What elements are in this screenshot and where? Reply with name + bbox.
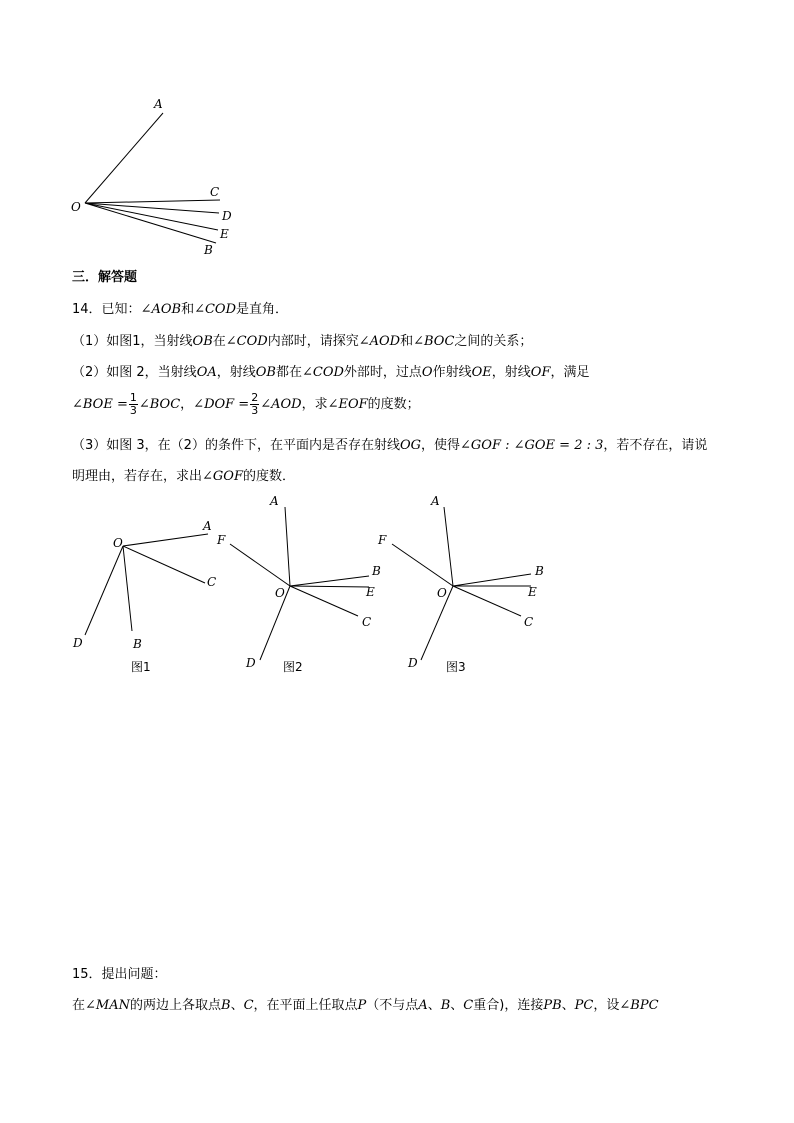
text: （不与点 — [366, 998, 419, 1013]
fig2-label-f: F — [217, 533, 226, 547]
ray-ob — [85, 203, 216, 243]
text: 的两边上各取点 — [129, 998, 221, 1013]
text: ，满足 — [550, 365, 590, 380]
math-pc: PC — [574, 998, 594, 1013]
fig2-label-e: E — [366, 585, 375, 599]
q14-angle-aob: ∠AOB — [140, 302, 182, 317]
text: 和 — [400, 334, 414, 349]
math-bpc: ∠BPC — [619, 998, 659, 1013]
text: 的度数． — [242, 469, 295, 484]
fig1-label-d: D — [73, 636, 83, 650]
q14-angle-cod: ∠COD — [194, 302, 236, 317]
q15-line1 — [72, 997, 659, 1015]
q14-part2-line1 — [72, 364, 589, 382]
fig3-ray-oc — [453, 586, 521, 616]
fraction-denominator: 3 — [129, 404, 137, 417]
text: 外部时，过点 — [343, 365, 422, 380]
fig3-label-a: A — [431, 494, 440, 508]
fig1-caption: 图1 — [131, 660, 151, 674]
ray-oa — [85, 113, 163, 203]
text: 在 — [212, 334, 226, 349]
q14-part3-line1 — [72, 437, 707, 455]
math-eof: ∠EOF — [327, 397, 368, 412]
fig3-label-o: O — [437, 586, 447, 600]
q14-stem-a: 已知： — [101, 302, 141, 317]
text: 、 — [427, 998, 441, 1013]
text: 内部时，请探究 — [267, 334, 359, 349]
figure-top-angles — [0, 0, 794, 270]
text: ，射线 — [491, 365, 531, 380]
text: 作射线 — [432, 365, 472, 380]
math-aod: ∠AOD — [260, 397, 302, 412]
math-ob: OB — [255, 365, 276, 380]
fig2-label-a: A — [270, 494, 279, 508]
math-ratio: ∠GOF : ∠GOE = 2 : 3 — [460, 438, 604, 453]
q15-title — [72, 966, 167, 984]
fraction-numerator: 1 — [129, 391, 137, 404]
fig2-ray-of — [230, 544, 290, 586]
math-gof: ∠GOF — [202, 469, 243, 484]
math-pb: PB — [543, 998, 562, 1013]
text: 、 — [561, 998, 575, 1013]
fig2-ray-oe — [290, 586, 369, 587]
text: 的度数； — [367, 397, 420, 412]
math-oa: OA — [196, 365, 217, 380]
math-ob: OB — [192, 334, 213, 349]
fig3-label-c: C — [524, 615, 534, 629]
text: 、 — [450, 998, 464, 1013]
label-a: A — [154, 97, 163, 111]
fig1-label-b: B — [133, 637, 142, 651]
text: （1）如图1，当射线 — [72, 334, 193, 349]
ray-od — [85, 203, 219, 213]
figure-3 — [377, 494, 544, 674]
fig1-ray-od — [85, 546, 123, 635]
q14-part3-line2 — [72, 468, 295, 486]
label-o: O — [71, 200, 81, 214]
text: 之间的关系； — [454, 334, 533, 349]
text: 重合)，连接 — [473, 998, 544, 1013]
text: （2）如图 2，当射线 — [72, 365, 197, 380]
label-e: E — [220, 227, 229, 241]
text: 都在 — [275, 365, 302, 380]
figures-row — [0, 490, 794, 690]
q14-and: 和 — [181, 302, 195, 317]
label-d: D — [222, 209, 232, 223]
fig2-ray-oc — [290, 586, 358, 616]
math-boc: ∠BOC — [413, 334, 455, 349]
q14-part2-line2 — [72, 391, 420, 419]
label-c: C — [210, 185, 220, 199]
text: ， — [180, 397, 194, 412]
text: （3）如图 3，在（2）的条件下，在平面内是否存在射线 — [72, 438, 400, 453]
fig1-ray-oc — [123, 546, 205, 583]
fig3-label-f: F — [378, 533, 387, 547]
fig2-label-d: D — [246, 656, 256, 670]
math-of: OF — [530, 365, 551, 380]
text: ，设 — [593, 998, 620, 1013]
fig3-label-b: B — [535, 564, 544, 578]
math-dof: ∠DOF = — [193, 397, 250, 412]
fraction-numerator: 2 — [251, 391, 259, 404]
text: ，射线 — [216, 365, 256, 380]
fig3-ray-oa — [444, 507, 453, 586]
label-b: B — [204, 243, 213, 257]
text: ，使得 — [421, 438, 461, 453]
text: ，在平面上任取点 — [253, 998, 358, 1013]
q15-number: 15． — [72, 967, 102, 982]
ray-oc — [85, 200, 220, 203]
math-o: O — [421, 365, 433, 380]
fig1-ray-ob — [123, 546, 132, 631]
fig2-label-b: B — [372, 564, 381, 578]
math-b: B — [221, 998, 231, 1013]
math-man: ∠MAN — [85, 998, 130, 1013]
q14-part1 — [72, 333, 532, 351]
fig1-label-a: A — [203, 519, 212, 533]
fig1-label-c: C — [207, 575, 217, 589]
fraction-two-thirds — [250, 392, 259, 417]
text: ，求 — [301, 397, 328, 412]
math-boc: ∠BOC — [138, 397, 181, 412]
math-p: P — [357, 998, 367, 1013]
fig2-caption: 图2 — [283, 660, 303, 674]
ray-oe — [85, 203, 218, 230]
math-a: A — [418, 998, 428, 1013]
text: ，若不存在，请说 — [603, 438, 708, 453]
fig2-label-c: C — [362, 615, 372, 629]
fig3-label-d: D — [408, 656, 418, 670]
figure-1 — [72, 519, 216, 674]
math-oe: OE — [471, 365, 492, 380]
q15-title-text: 提出问题： — [101, 967, 167, 982]
fraction-denominator: 3 — [251, 404, 259, 417]
fig1-ray-oa — [123, 534, 208, 546]
math-c: C — [243, 998, 254, 1013]
math-aod: ∠AOD — [358, 334, 401, 349]
q14-stem — [72, 301, 288, 319]
fraction-one-third — [129, 392, 138, 417]
fig2-ray-ob — [290, 576, 369, 586]
q14-stem-b: 是直角． — [236, 302, 289, 317]
math-cod: ∠COD — [225, 334, 268, 349]
section-title: 三．解答题 — [72, 270, 138, 285]
fig2-label-o: O — [275, 586, 285, 600]
fig3-label-e: E — [528, 585, 537, 599]
math-boe: ∠BOE = — [72, 397, 128, 412]
fig3-ray-of — [392, 544, 453, 586]
fig3-caption: 图3 — [446, 660, 466, 674]
math-og: OG — [399, 438, 421, 453]
figure-2 — [216, 494, 381, 674]
text: 、 — [230, 998, 244, 1013]
q14-number: 14． — [72, 302, 102, 317]
fig3-ray-ob — [453, 574, 531, 586]
fig2-ray-oa — [285, 507, 290, 586]
math-cod: ∠COD — [301, 365, 344, 380]
text: 在 — [72, 998, 86, 1013]
math-b: B — [440, 998, 451, 1013]
text: 明理由，若存在，求出 — [72, 469, 203, 484]
fig1-label-o: O — [113, 536, 123, 550]
math-c: C — [463, 998, 474, 1013]
